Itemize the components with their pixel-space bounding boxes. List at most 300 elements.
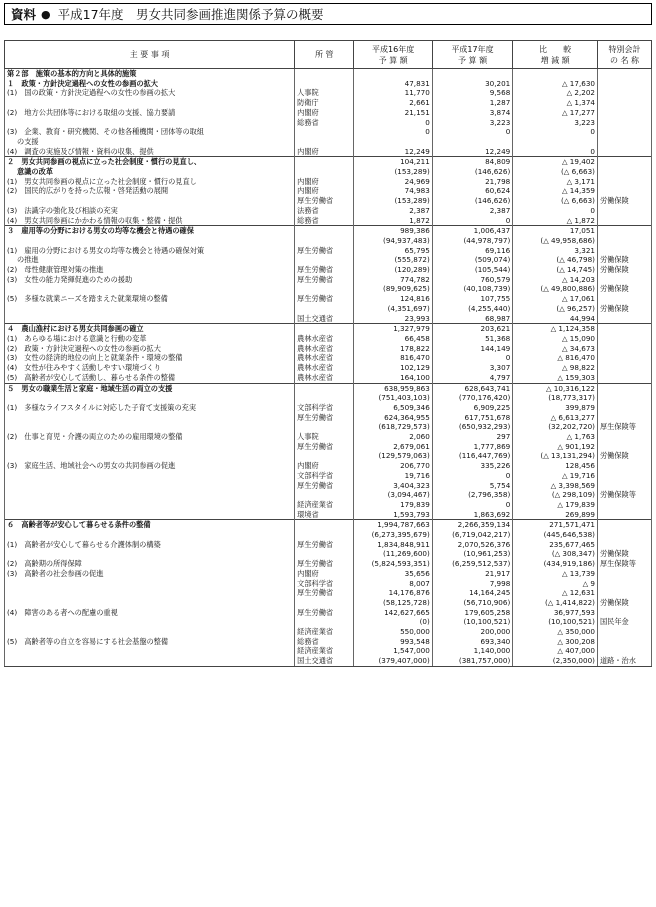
row-h17-value	[432, 69, 512, 79]
row-h16-value: (6,273,395,679)	[354, 530, 432, 540]
row-h16-value: 1,327,979	[354, 324, 432, 334]
row-h17-value: 617,751,678	[432, 413, 512, 423]
row-ministry-cell: 内閣府	[295, 177, 354, 187]
row-h17-value: 1,287	[432, 98, 512, 108]
row-diff-value: 36,977,593	[513, 608, 598, 618]
row-h16-value: 2,661	[354, 98, 432, 108]
table-header-row	[5, 41, 652, 69]
row-ministry-cell: 総務省	[295, 637, 354, 647]
row-h16-value: (4,351,697)	[354, 304, 432, 314]
row-h16-value: (153,289)	[354, 196, 432, 206]
row-h17-value: (116,447,769)	[432, 451, 512, 461]
row-diff-value: 269,899	[513, 510, 598, 520]
row-special-account	[597, 275, 651, 285]
row-item-cell: (2) 政策・方針決定過程への女性の参画の拡大	[5, 344, 295, 354]
row-ministry-cell: 厚生労働省	[295, 442, 354, 452]
row-special-account	[597, 500, 651, 510]
row-h16-value: 1,834,848,911	[354, 540, 432, 550]
row-item-cell: ６ 高齢者等が安心して暮らせる条件の整備	[5, 520, 295, 530]
row-special-account: 労働保険	[597, 598, 651, 608]
row-h16-value: (751,403,103)	[354, 393, 432, 403]
row-diff-value: 128,456	[513, 461, 598, 471]
row-ministry-cell: 厚生労働省	[295, 608, 354, 618]
row-special-account	[597, 88, 651, 98]
row-item-cell	[5, 304, 295, 314]
row-special-account	[597, 403, 651, 413]
row-h17-value: 6,909,225	[432, 403, 512, 413]
row-diff-value: (△ 49,958,686)	[513, 236, 598, 246]
row-h16-value: 816,470	[354, 353, 432, 363]
row-h17-value: 760,579	[432, 275, 512, 285]
table-row	[5, 265, 652, 275]
row-h16-value: 6,509,346	[354, 403, 432, 413]
row-diff-value: △ 2,202	[513, 88, 598, 98]
row-h16-value: (58,125,728)	[354, 598, 432, 608]
row-h16-value: 23,993	[354, 314, 432, 324]
row-item-cell	[5, 490, 295, 500]
row-special-account	[597, 98, 651, 108]
row-item-cell: ２ 男女共同参画の視点に立った社会制度・慣行の見直し、	[5, 157, 295, 167]
row-item-cell: (4) 女性が住みやすく活動しやすい環境づくり	[5, 363, 295, 373]
row-special-account	[597, 471, 651, 481]
row-item-cell	[5, 588, 295, 598]
row-special-account: 労働保険	[597, 549, 651, 559]
row-h17-value: (40,108,739)	[432, 284, 512, 294]
row-special-account	[597, 608, 651, 618]
row-item-cell: (3) 女性の能力発揮促進のための援助	[5, 275, 295, 285]
table-row	[5, 403, 652, 413]
row-special-account	[597, 363, 651, 373]
row-h16-value: 24,969	[354, 177, 432, 187]
row-item-cell	[5, 617, 295, 627]
row-h17-value: 1,006,437	[432, 226, 512, 236]
row-special-account	[597, 413, 651, 423]
row-ministry-cell: 環境省	[295, 510, 354, 520]
row-ministry-cell: 農林水産省	[295, 353, 354, 363]
row-item-cell: (1) あらゆる場における意識と行動の変革	[5, 334, 295, 344]
row-h16-value: 21,151	[354, 108, 432, 118]
table-row	[5, 127, 652, 137]
row-h16-value: (0)	[354, 617, 432, 627]
row-diff-value: △ 1,374	[513, 98, 598, 108]
table-row	[5, 314, 652, 324]
row-special-account: 労働保険	[597, 196, 651, 206]
row-item-cell: (1) 高齢者が安心して暮らせる介護体制の構築	[5, 540, 295, 550]
row-special-account: 労働保険	[597, 265, 651, 275]
table-row	[5, 471, 652, 481]
row-diff-value: 399,879	[513, 403, 598, 413]
row-special-account	[597, 540, 651, 550]
table-row	[5, 588, 652, 598]
row-item-cell: (1) 多様なライフスタイルに対応した子育て支援策の充実	[5, 403, 295, 413]
table-row	[5, 167, 652, 177]
row-diff-value: 271,571,471	[513, 520, 598, 530]
table-row	[5, 324, 652, 334]
row-item-cell	[5, 471, 295, 481]
row-ministry-cell	[295, 137, 354, 147]
row-ministry-cell: 厚生労働省	[295, 481, 354, 491]
row-ministry-cell	[295, 490, 354, 500]
row-ministry-cell	[295, 530, 354, 540]
row-h17-value: 144,149	[432, 344, 512, 354]
row-item-cell	[5, 314, 295, 324]
row-h17-value: 0	[432, 353, 512, 363]
row-item-cell: (2) 仕事と育児・介護の両立のための雇用環境の整備	[5, 432, 295, 442]
table-row	[5, 646, 652, 656]
table-row	[5, 353, 652, 363]
row-ministry-cell	[295, 69, 354, 79]
row-h17-value: 68,987	[432, 314, 512, 324]
row-item-cell	[5, 481, 295, 491]
row-h16-value: (555,872)	[354, 255, 432, 265]
row-ministry-cell: 厚生労働省	[295, 196, 354, 206]
row-item-cell	[5, 451, 295, 461]
row-diff-value: 235,677,465	[513, 540, 598, 550]
row-h16-value	[354, 137, 432, 147]
table-row	[5, 432, 652, 442]
row-special-account	[597, 216, 651, 226]
row-diff-value: 3,321	[513, 246, 598, 256]
row-diff-value: (△ 49,800,886)	[513, 284, 598, 294]
table-row	[5, 422, 652, 432]
row-ministry-cell: 厚生労働省	[295, 540, 354, 550]
row-ministry-cell	[295, 520, 354, 530]
row-diff-value: △ 14,359	[513, 186, 598, 196]
table-row	[5, 98, 652, 108]
row-diff-value: (△ 13,131,294)	[513, 451, 598, 461]
row-h17-value: 693,340	[432, 637, 512, 647]
row-special-account: 厚生保険等	[597, 559, 651, 569]
row-special-account	[597, 432, 651, 442]
row-h16-value: 206,770	[354, 461, 432, 471]
table-row	[5, 500, 652, 510]
row-special-account	[597, 383, 651, 393]
row-h16-value: 1,547,000	[354, 646, 432, 656]
row-special-account	[597, 294, 651, 304]
row-diff-value: 0	[513, 127, 598, 137]
row-h16-value: 550,000	[354, 627, 432, 637]
row-diff-value: △ 179,839	[513, 500, 598, 510]
row-h17-value: (10,100,521)	[432, 617, 512, 627]
row-h17-value: 1,140,000	[432, 646, 512, 656]
row-h17-value: 628,643,741	[432, 383, 512, 393]
table-row	[5, 186, 652, 196]
row-diff-value: △ 17,061	[513, 294, 598, 304]
row-h16-value: 2,387	[354, 206, 432, 216]
row-special-account	[597, 118, 651, 128]
table-row	[5, 579, 652, 589]
row-diff-value: △ 1,124,358	[513, 324, 598, 334]
row-h17-value: 30,201	[432, 79, 512, 89]
row-h16-value	[354, 69, 432, 79]
row-h17-value: 5,754	[432, 481, 512, 491]
row-diff-value: 0	[513, 206, 598, 216]
row-ministry-cell	[295, 167, 354, 177]
row-ministry-cell	[295, 617, 354, 627]
row-special-account	[597, 127, 651, 137]
row-special-account: 労働保険	[597, 284, 651, 294]
row-special-account	[597, 69, 651, 79]
table-row	[5, 344, 652, 354]
row-h17-value: 2,387	[432, 206, 512, 216]
row-special-account: 労働保険	[597, 451, 651, 461]
table-row	[5, 617, 652, 627]
row-h17-value: 297	[432, 432, 512, 442]
row-h17-value: (509,074)	[432, 255, 512, 265]
row-ministry-cell	[295, 324, 354, 334]
row-h16-value: 1,593,793	[354, 510, 432, 520]
row-h17-value: (770,176,420)	[432, 393, 512, 403]
row-h16-value: 624,364,955	[354, 413, 432, 423]
row-h17-value: 2,070,526,376	[432, 540, 512, 550]
table-row	[5, 363, 652, 373]
row-diff-value: △ 9	[513, 579, 598, 589]
row-diff-value: △ 407,000	[513, 646, 598, 656]
row-special-account: 労働保険	[597, 304, 651, 314]
row-special-account: 道路・治水	[597, 656, 651, 666]
row-special-account: 国民年金	[597, 617, 651, 627]
table-row	[5, 157, 652, 167]
row-ministry-cell	[295, 451, 354, 461]
row-special-account	[597, 246, 651, 256]
row-diff-value: (△ 14,745)	[513, 265, 598, 275]
row-special-account	[597, 588, 651, 598]
row-diff-value: △ 816,470	[513, 353, 598, 363]
table-row	[5, 490, 652, 500]
table-row	[5, 569, 652, 579]
row-ministry-cell	[295, 255, 354, 265]
row-h17-value: (105,544)	[432, 265, 512, 275]
table-row	[5, 656, 652, 666]
table-row	[5, 598, 652, 608]
row-ministry-cell: 農林水産省	[295, 363, 354, 373]
row-h16-value: 0	[354, 118, 432, 128]
row-ministry-cell: 経済産業省	[295, 627, 354, 637]
table-row	[5, 627, 652, 637]
row-h16-value: 74,983	[354, 186, 432, 196]
row-diff-value: △ 159,303	[513, 373, 598, 383]
row-h16-value: 993,548	[354, 637, 432, 647]
row-special-account	[597, 481, 651, 491]
row-h17-value: 12,249	[432, 147, 512, 157]
row-h17-value: 2,266,359,134	[432, 520, 512, 530]
row-h16-value: (618,729,573)	[354, 422, 432, 432]
table-row	[5, 255, 652, 265]
row-special-account	[597, 569, 651, 579]
row-h16-value: (3,094,467)	[354, 490, 432, 500]
row-diff-value: (434,919,186)	[513, 559, 598, 569]
row-diff-value: △ 13,739	[513, 569, 598, 579]
row-item-cell: (3) 女性の経済的地位の向上と就業条件・環境の整備	[5, 353, 295, 363]
row-h16-value: 104,211	[354, 157, 432, 167]
row-h17-value: (381,757,000)	[432, 656, 512, 666]
row-special-account	[597, 530, 651, 540]
row-h17-value: 107,755	[432, 294, 512, 304]
table-row	[5, 304, 652, 314]
row-item-cell: (4) 障害のある者への配慮の重視	[5, 608, 295, 618]
row-ministry-cell	[295, 304, 354, 314]
row-ministry-cell: 法務省	[295, 206, 354, 216]
header-h17: 平成17年度 予 算 額	[432, 41, 512, 69]
row-ministry-cell: 国土交通省	[295, 314, 354, 324]
table-row	[5, 147, 652, 157]
row-h16-value: 19,716	[354, 471, 432, 481]
row-h17-value: 60,624	[432, 186, 512, 196]
row-diff-value: △ 19,402	[513, 157, 598, 167]
row-ministry-cell: 国土交通省	[295, 656, 354, 666]
row-diff-value: △ 34,673	[513, 344, 598, 354]
row-special-account	[597, 206, 651, 216]
title-label: 資料	[11, 7, 37, 22]
row-h17-value	[432, 137, 512, 147]
table-row	[5, 461, 652, 471]
row-diff-value: △ 15,090	[513, 334, 598, 344]
row-h16-value: 35,656	[354, 569, 432, 579]
table-row	[5, 373, 652, 383]
row-h16-value: 3,404,323	[354, 481, 432, 491]
row-special-account	[597, 344, 651, 354]
row-special-account	[597, 579, 651, 589]
header-h16: 平成16年度 予 算 額	[354, 41, 432, 69]
row-h17-value: 21,917	[432, 569, 512, 579]
header-special: 特別会計 の 名 称	[597, 41, 651, 69]
row-item-cell	[5, 510, 295, 520]
table-row	[5, 510, 652, 520]
row-special-account	[597, 334, 651, 344]
table-row	[5, 246, 652, 256]
row-diff-value: △ 350,000	[513, 627, 598, 637]
row-special-account	[597, 79, 651, 89]
row-diff-value	[513, 69, 598, 79]
row-special-account	[597, 137, 651, 147]
row-h17-value: 0	[432, 471, 512, 481]
row-h17-value: 179,605,258	[432, 608, 512, 618]
row-item-cell: (2) 国民的広がりを持った広報・啓発活動の展開	[5, 186, 295, 196]
table-row	[5, 236, 652, 246]
table-row	[5, 137, 652, 147]
row-item-cell: １ 政策・方針決定過程への女性の参画の拡大	[5, 79, 295, 89]
bullet-icon: ●	[41, 7, 51, 21]
row-item-cell	[5, 118, 295, 128]
row-h16-value: (11,269,600)	[354, 549, 432, 559]
row-special-account	[597, 157, 651, 167]
row-h16-value: 2,060	[354, 432, 432, 442]
row-h17-value: (146,626)	[432, 167, 512, 177]
row-diff-value: (10,100,521)	[513, 617, 598, 627]
row-diff-value: △ 10,316,122	[513, 383, 598, 393]
table-row	[5, 196, 652, 206]
row-h16-value: 65,795	[354, 246, 432, 256]
row-h17-value: 69,116	[432, 246, 512, 256]
table-row	[5, 334, 652, 344]
row-diff-value: 44,994	[513, 314, 598, 324]
row-diff-value: △ 1,872	[513, 216, 598, 226]
row-h16-value: 989,386	[354, 226, 432, 236]
table-row	[5, 413, 652, 423]
row-h17-value: 14,164,245	[432, 588, 512, 598]
row-item-cell	[5, 98, 295, 108]
row-ministry-cell: 経済産業省	[295, 646, 354, 656]
row-diff-value: △ 1,763	[513, 432, 598, 442]
row-diff-value: △ 3,398,569	[513, 481, 598, 491]
row-h16-value: 164,100	[354, 373, 432, 383]
row-h16-value: (120,289)	[354, 265, 432, 275]
table-row	[5, 481, 652, 491]
row-diff-value: (32,202,720)	[513, 422, 598, 432]
row-ministry-cell: 内閣府	[295, 461, 354, 471]
row-ministry-cell	[295, 127, 354, 137]
row-item-cell: (1) 男女共同参画の視点に立った社会制度・慣行の見直し	[5, 177, 295, 187]
budget-table	[4, 40, 652, 667]
row-h16-value: 179,839	[354, 500, 432, 510]
row-ministry-cell	[295, 383, 354, 393]
row-ministry-cell: 人事院	[295, 88, 354, 98]
row-diff-value	[513, 137, 598, 147]
row-h17-value: (146,626)	[432, 196, 512, 206]
row-item-cell: の支援	[5, 137, 295, 147]
table-row	[5, 177, 652, 187]
row-item-cell: ３ 雇用等の分野における男女の均等な機会と待遇の確保	[5, 226, 295, 236]
row-h16-value: 2,679,061	[354, 442, 432, 452]
table-row	[5, 520, 652, 530]
row-h17-value: (44,978,797)	[432, 236, 512, 246]
table-row	[5, 108, 652, 118]
row-item-cell: (2) 高齢期の所得保障	[5, 559, 295, 569]
row-special-account	[597, 461, 651, 471]
row-item-cell	[5, 413, 295, 423]
row-ministry-cell: 厚生労働省	[295, 588, 354, 598]
row-item-cell: (2) 母性健康管理対策の推進	[5, 265, 295, 275]
row-special-account	[597, 353, 651, 363]
row-special-account	[597, 108, 651, 118]
row-ministry-cell: 厚生労働省	[295, 559, 354, 569]
row-diff-value: (△ 298,109)	[513, 490, 598, 500]
row-item-cell	[5, 530, 295, 540]
table-row	[5, 530, 652, 540]
row-ministry-cell	[295, 598, 354, 608]
row-ministry-cell: 厚生労働省	[295, 294, 354, 304]
row-h17-value: 4,797	[432, 373, 512, 383]
table-row	[5, 206, 652, 216]
row-diff-value: (445,646,538)	[513, 530, 598, 540]
row-item-cell	[5, 284, 295, 294]
row-h17-value: 21,798	[432, 177, 512, 187]
row-ministry-cell: 経済産業省	[295, 500, 354, 510]
row-h16-value: (5,824,593,351)	[354, 559, 432, 569]
row-item-cell: (2) 地方公共団体等における取組の支援、協力要請	[5, 108, 295, 118]
row-item-cell: (3) 家庭生活、地域社会への男女の共同参画の促進	[5, 461, 295, 471]
row-h17-value: 84,809	[432, 157, 512, 167]
row-item-cell: (4) 男女共同参画にかかわる情報の収集・整備・提供	[5, 216, 295, 226]
row-item-cell: の推進	[5, 255, 295, 265]
row-h17-value: 7,998	[432, 579, 512, 589]
row-h17-value: 203,621	[432, 324, 512, 334]
row-item-cell: (4) 調査の実施及び情報・資料の収集、提供	[5, 147, 295, 157]
table-body	[5, 69, 652, 667]
row-h17-value: 1,777,869	[432, 442, 512, 452]
row-ministry-cell: 総務省	[295, 118, 354, 128]
table-row	[5, 540, 652, 550]
row-h16-value: 0	[354, 127, 432, 137]
row-special-account	[597, 393, 651, 403]
row-ministry-cell: 内閣府	[295, 569, 354, 579]
row-special-account	[597, 177, 651, 187]
row-item-cell: (5) 高齢者が安心して活動し、暮らせる条件の整備	[5, 373, 295, 383]
table-row	[5, 284, 652, 294]
row-special-account	[597, 236, 651, 246]
row-ministry-cell: 文部科学省	[295, 471, 354, 481]
row-item-cell: 第２部 施策の基本的方向と具体的施策	[5, 69, 295, 79]
